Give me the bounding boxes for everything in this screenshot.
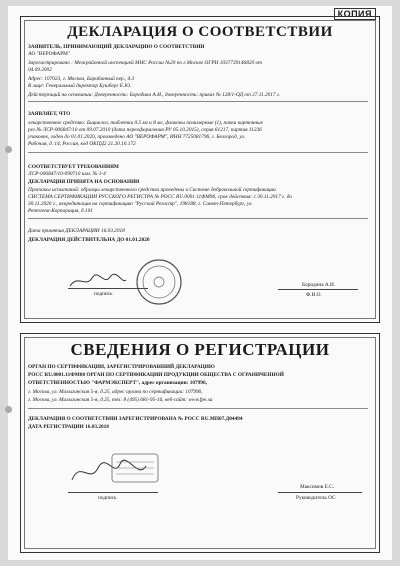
registration-date: 04.09.2002: [28, 67, 52, 73]
requirements-doc: ЛСР-006847/10-090710 изм. № 1-4: [28, 171, 106, 177]
declares-heading: ЗАЯВЛЯЕТ, ЧТО: [28, 111, 71, 117]
punch-hole: [5, 146, 12, 153]
product-line-3: упаковок, годен до 01.01.2020, произведено АО "ВЕРОФАРМ", ИНН 7725081796, г. Белгород, ул.: [28, 134, 246, 140]
valid-until: ДЕКЛАРАЦИЯ ДЕЙСТВИТЕЛЬНА ДО 01.01.2020: [28, 237, 150, 243]
declaration-signatory-name: Бородина А.И.: [302, 282, 336, 288]
acceptance-date: Дата принятия ДЕКЛАРАЦИИ 16.03.2018: [28, 228, 125, 234]
document-page: [8, 6, 392, 560]
applicant-name: АО "ВЕРОФАРМ": [28, 51, 71, 57]
declaration-stamp: [133, 257, 185, 307]
basis-line-2: СИСТЕМА СЕРТИФИКАЦИИ РУССКОГО РЕГИСТРА № РОСС RU.0001.11ФМ96, срок действия: с 30.11.2017 г. до: [28, 194, 293, 200]
registration-number: ДЕКЛАРАЦИЯ О СООТВЕТСТВИИ ЗАРЕГИСТРИРОВАНА № РОСС RU.МП07.Д04494: [28, 416, 243, 422]
product-line-2: рег.№ ЛСР-006847/10 от 09.07.2010 (дата переоформления РУ 05.10.2015), серия 61217, партия 11236: [28, 127, 262, 133]
requirements-heading: СООТВЕТСТВУЕТ ТРЕБОВАНИЯМ: [28, 164, 119, 170]
product-line-4: Рабочая, д. 14, Россия, код ОКПД2 21.20.10.172: [28, 141, 136, 147]
applicant-heading: ЗАЯВИТЕЛЬ, ПРИНИМАЮЩИЙ ДЕКЛАРАЦИЮ О СООТВЕТСТВИИ: [28, 44, 205, 50]
registration-stamp-signature: [68, 450, 168, 492]
basis-line-4: Рентгена-Корпорация, д.101: [28, 208, 93, 214]
applicant-representative: В лице: Генеральный директор Бушберг Е.Ю.: [28, 83, 132, 89]
registration-title: СВЕДЕНИЯ О РЕГИСТРАЦИИ: [70, 340, 330, 359]
copy-label: КОПИЯ: [334, 8, 376, 20]
applicant-address: Адрес: 107023, г. Москва, Барабанный пер., д.3: [28, 76, 135, 82]
registration-signatory-role: Руководитель ОС: [296, 495, 336, 501]
registration-body-line-4: г. Москва, ул. Малыгинская 5-я, д.25, тел: 8 (495) 681-95-16, веб-сайт: www.fpe.su: [28, 397, 213, 403]
registration-signature-label: подпись: [98, 495, 117, 501]
product-line-1: лекарственное средство: Бициклол, таблетки 0.5 мг и 8 мг, флаконы полимерные (1), пачки картонные: [28, 120, 263, 126]
registration-body-heading: ОРГАН ПО СЕРТИФИКАЦИИ, ЗАРЕГИСТРИРОВАВШИЙ ДЕКЛАРАЦИЮ: [28, 364, 215, 370]
authority-basis: Действующий на основании: Доверенность: Бородина А.И., доверенность: приказ № 128/1-ОД от 27.11.2017 г.: [28, 92, 281, 98]
declaration-signature-label: подпись: [94, 291, 113, 297]
basis-heading: ДЕКЛАРАЦИЯ ПРИНЯТА НА ОСНОВАНИИ: [28, 179, 140, 185]
registration-body-line-3: г. Москва, ул. Малыгинская 5-я, д.25, адрес органа по сертификации: 107996,: [28, 389, 203, 395]
basis-line-1: Протокол испытаний: образцы лекарственного средства проведены в Системе добровольной сертификации: [28, 187, 276, 193]
registration-body-line-2: ОТВЕТСТВЕННОСТЬЮ "ФАРМЭКСПЕРТ", адрес организации: 107996,: [28, 380, 207, 386]
punch-hole: [5, 406, 12, 413]
registration-signatory-name: Максимов Е.С.: [300, 484, 334, 490]
declaration-fio-label: Ф.И.О.: [306, 292, 322, 298]
declaration-title: ДЕКЛАРАЦИЯ О СООТВЕТСТВИИ: [67, 24, 333, 40]
registration-date: ДАТА РЕГИСТРАЦИИ 16.03.2018: [28, 424, 109, 430]
registration-info: Зарегистрировано : Межрайонной инспекцией МНС России №20 по г.Москве ОГРН 1037739146820 от: [28, 60, 262, 66]
basis-line-3: 30.11.2020 г., аккредитация на сертификацию "Русский Регистр", 198188, г. Санкт-Петербург, ул.: [28, 201, 253, 207]
registration-body-line-1: РОСС RU.0001.11ФМ08 ОРГАН ПО СЕРТИФИКАЦИИ ПРОДУКЦИИ ОБЩЕСТВА С ОГРАНИЧЕННОЙ: [28, 372, 284, 378]
